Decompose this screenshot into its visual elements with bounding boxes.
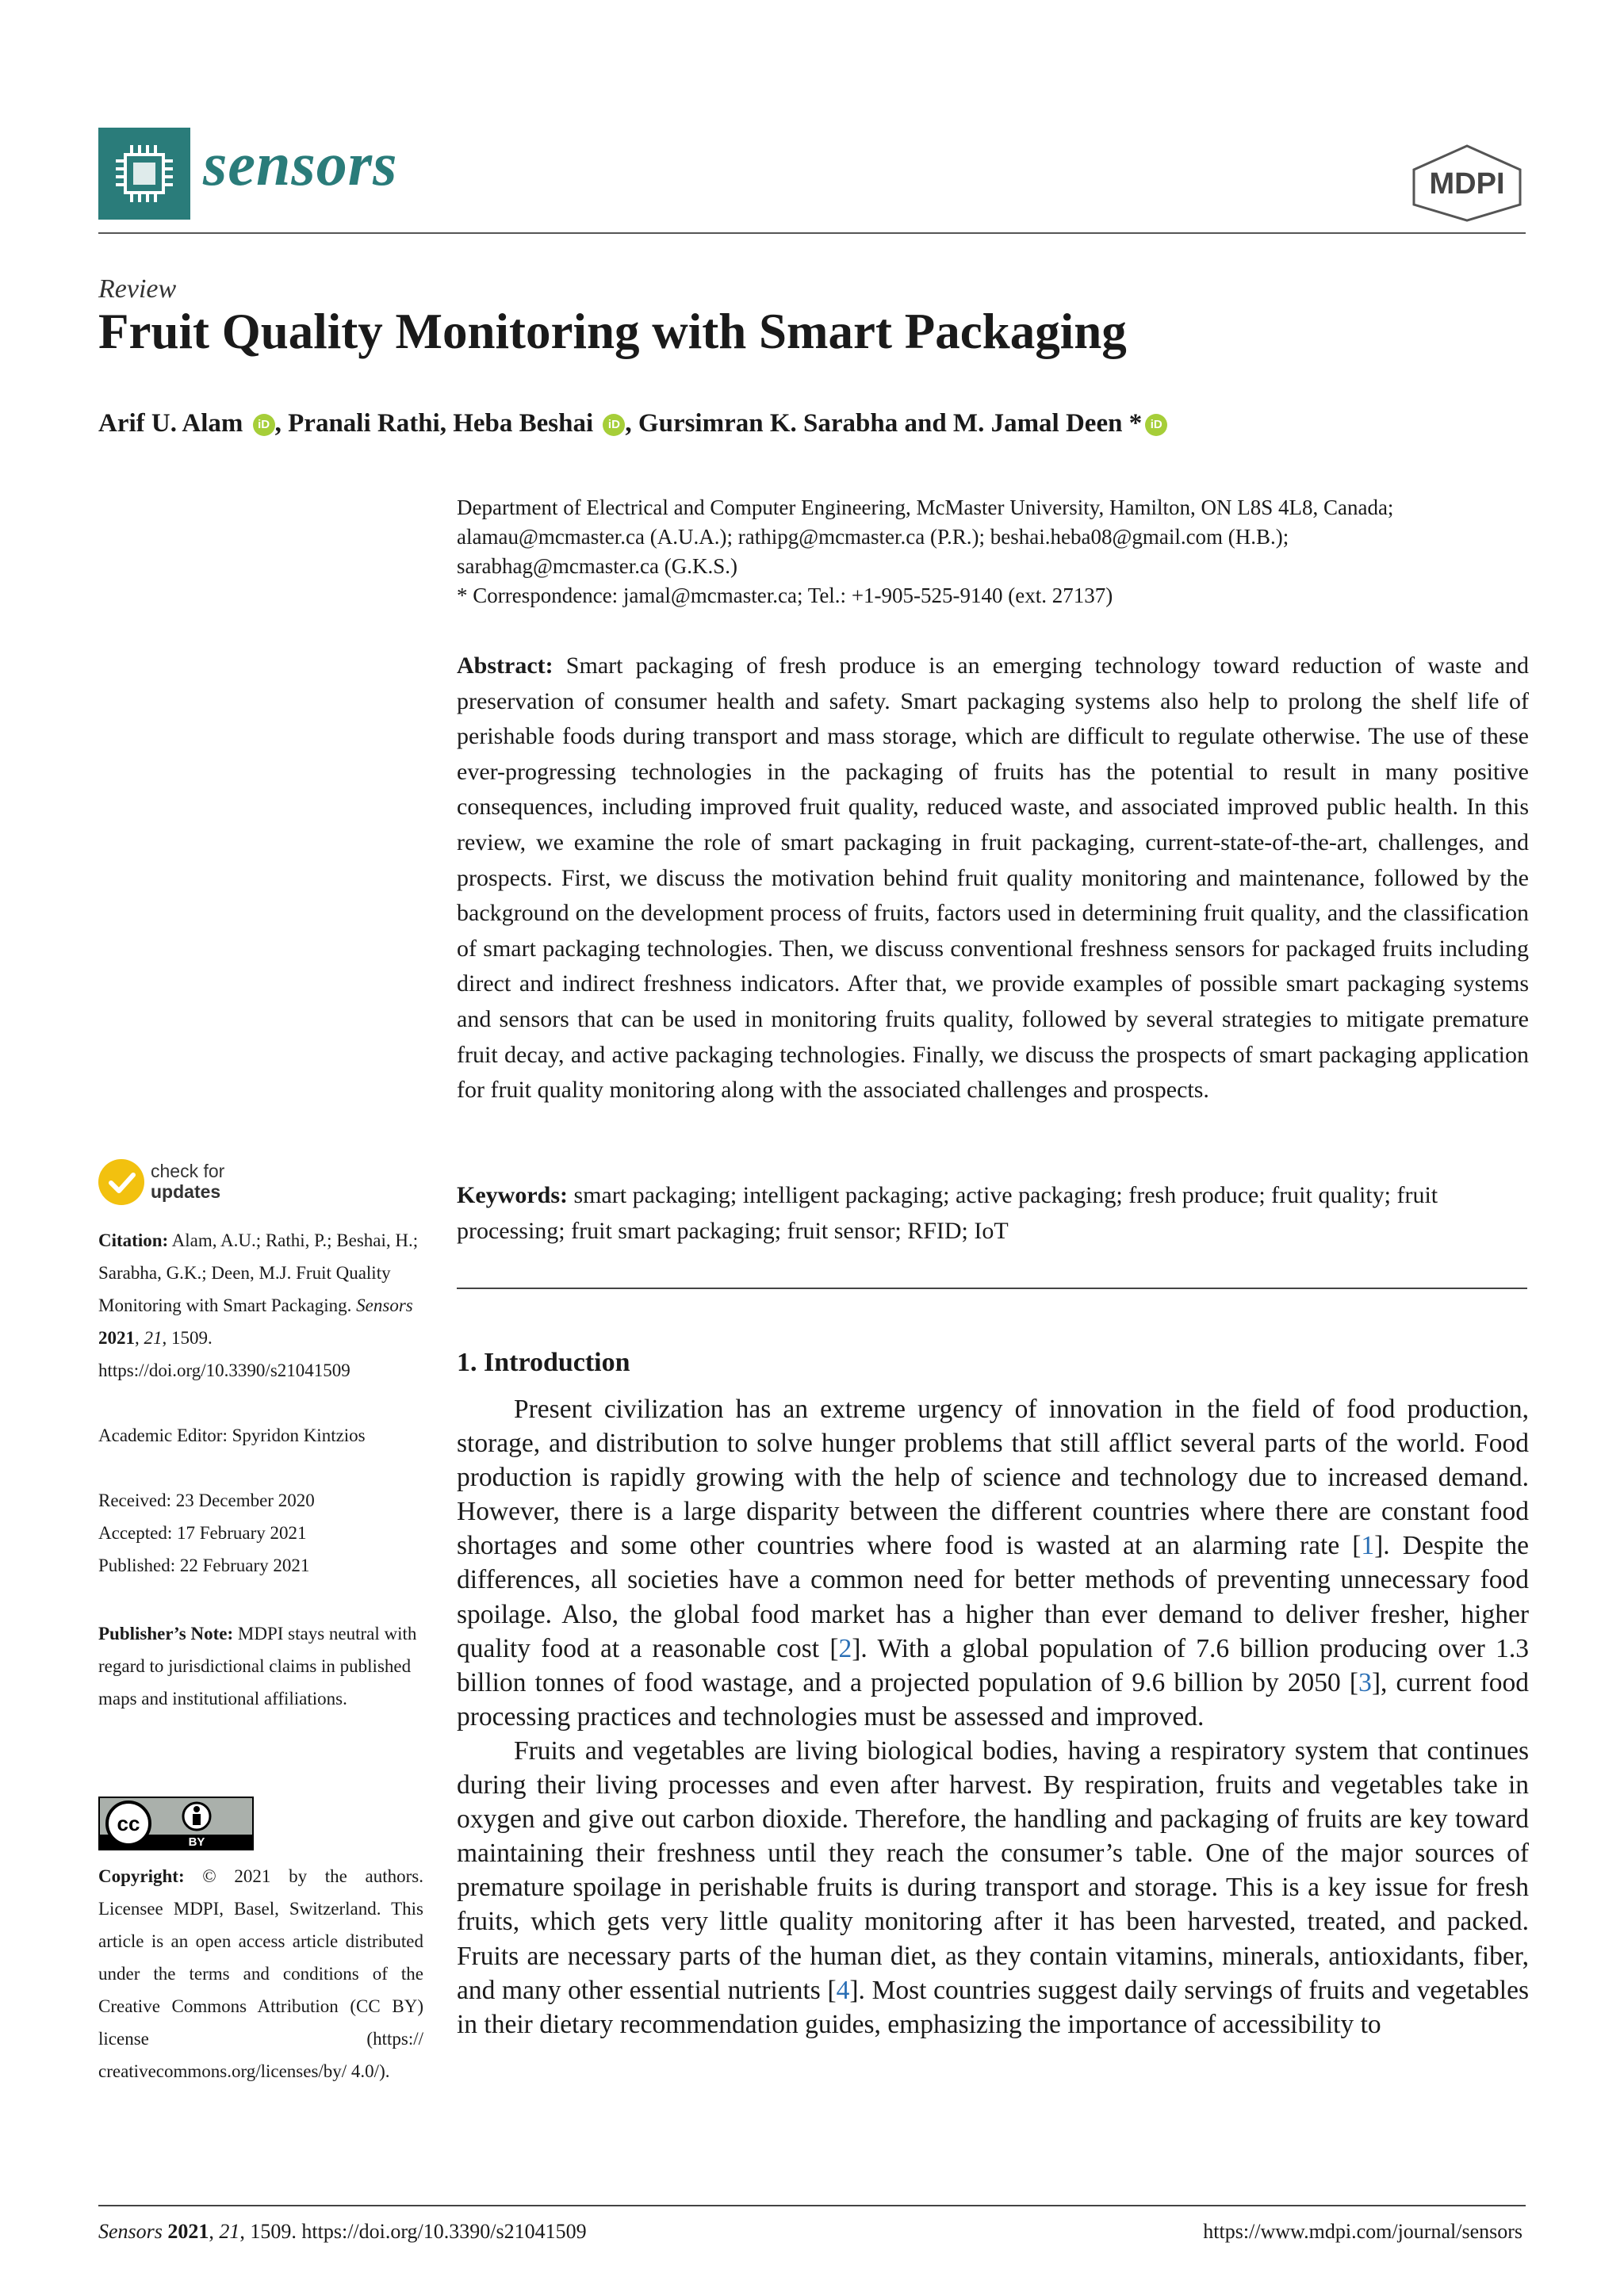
cc-by-label: BY xyxy=(188,1835,205,1849)
journal-name: sensors xyxy=(203,129,398,198)
doi-link[interactable]: , 1509. https://doi.org/10.3390/s21041509 xyxy=(239,2220,587,2243)
footer-citation: Sensors 2021, 21, 1509. https://doi.org/10.3390/s21041509 xyxy=(98,2220,587,2243)
paragraph: Present civilization has an extreme urgency of innovation in the field of food production, storage, and distribution to solve hunger problems that still afflict several parts of the world. Food production is rapidly growing with the help of science and technology due to increased demand. However, there is a large disparity between the different countries where there are constant food shortages and some other countries where food is wasted at an alarming rate [1]. Despite the differences, all societies have a common need for better methods of preventing unnecessary food spoilage. Also, the global food market has a higher than ever demand to deliver fresher, higher quality food at a reasonable cost [2]. With a global population of 7.6 billion producing over 1.3 billion tonnes of food wastage, and a projected population of 9.6 billion by 2050 [3], current food processing practices and technologies must be assessed and improved. xyxy=(457,1395,1529,1732)
author-name: , Pranali Rathi, Heba Beshai xyxy=(274,409,594,438)
section-divider xyxy=(457,1288,1527,1289)
citation-block: Citation: Alam, A.U.; Rathi, P.; Beshai, H.; Sarabha, G.K.; Deen, M.J. Fruit Quality Monitoring with Smart Packaging. Sensors 2021, 21, 1509. https://doi.org/10.3390/s21041509 xyxy=(98,1230,419,1380)
orcid-icon[interactable]: iD xyxy=(253,414,275,436)
abstract-label: Abstract: xyxy=(457,652,553,679)
author-name: Arif U. Alam xyxy=(98,409,243,438)
affiliation-line: sarabhag@mcmaster.ca (G.K.S.) xyxy=(457,554,737,578)
keywords-text: smart packaging; intelligent packaging; active packaging; fresh produce; fruit quality; fruit processing; fruit smart packaging; fruit sensor; RFID; IoT xyxy=(457,1182,1438,1244)
citation-label: Citation: xyxy=(98,1230,169,1250)
orcid-icon[interactable]: iD xyxy=(603,414,625,436)
author-list xyxy=(98,409,1167,438)
dates-block xyxy=(98,1484,423,1582)
orcid-icon[interactable]: iD xyxy=(1145,414,1167,436)
journal-logo-icon xyxy=(98,128,190,220)
citation-link[interactable]: 2 xyxy=(838,1633,852,1663)
section-heading: 1. Introduction xyxy=(457,1348,630,1377)
check-line: check for xyxy=(151,1161,225,1181)
abstract xyxy=(457,649,1529,1108)
citation-link[interactable]: 1 xyxy=(1361,1531,1375,1561)
keywords xyxy=(457,1178,1529,1249)
author-name: , Gursimran K. Sarabha and M. Jamal Deen xyxy=(625,409,1123,438)
affiliation-line: alamau@mcmaster.ca (A.U.A.); rathipg@mcmaster.ca (P.R.); beshai.heba08@gmail.com (H.B.); xyxy=(457,525,1289,549)
publisher-note: Publisher’s Note: MDPI stays neutral with regard to jurisdictional claims in published maps and institutional affiliations. xyxy=(98,1624,417,1709)
citation-link[interactable]: 3 xyxy=(1358,1667,1372,1697)
corresponding-mark: * xyxy=(1128,409,1143,438)
copyright-block: Copyright: © 2021 by the authors. Licensee MDPI, Basel, Switzerland. This article is an open access article distributed under the terms and conditions of the Creative Commons Attribution (CC BY) license (https:// creativecommons.org/licenses/by/ 4.0/). xyxy=(98,1866,423,2081)
publisher-logo xyxy=(1408,143,1526,222)
svg-text:cc: cc xyxy=(117,1812,140,1835)
keywords-label: Keywords: xyxy=(457,1182,568,1208)
abstract-text: Smart packaging of fresh produce is an emerging technology toward reduction of waste and preservation of consumer health and safety. Smart packaging systems also help to prolong the shelf life of perishable foods during transport and mass storage, which are difficult to regulate otherwise. The use of these ever-progressing technologies in the packaging of fruits has the potential to result in many positive consequences, including improved fruit quality, reduced waste, and associated improved public health. In this review, we examine the role of smart packaging in fruit packaging, current-state-of-the-art, challenges, and prospects. First, we discuss the motivation behind fruit quality monitoring and maintenance, followed by the background on the development process of fruits, factors used in determining fruit quality, and the classification of smart packaging technologies. Then, we discuss conventional freshness sensors for packaged fruits including direct and indirect freshness indicators. After that, we provide examples of possible smart packaging systems and sensors that can be used in monitoring fruits quality, followed by several strategies to mitigate premature fruit decay, and active packaging technologies. Finally, we discuss the prospects of smart packaging application for fruit quality monitoring along with the associated challenges and prospects. xyxy=(457,652,1529,1104)
article-type: Review xyxy=(98,274,177,304)
check-for-updates-button[interactable] xyxy=(98,1159,273,1207)
check-line: updates xyxy=(151,1181,221,1202)
journal-url-link[interactable]: https://www.mdpi.com/journal/sensors xyxy=(1203,2220,1522,2243)
article-title: Fruit Quality Monitoring with Smart Packaging xyxy=(98,304,1127,359)
academic-editor: Academic Editor: Spyridon Kintzios xyxy=(98,1425,366,1445)
accepted-date: Accepted: 17 February 2021 xyxy=(98,1523,307,1543)
publisher-name: MDPI xyxy=(1429,167,1505,201)
paragraph: Fruits and vegetables are living biological bodies, having a respiratory system that continues during their living processes and even after harvest. By respiration, fruits and vegetables take in oxygen and give out carbon dioxide. Therefore, the handling and packaging of fruits are key toward maintaining their freshness until they reach the consumer’s table. One of the major sources of premature spoilage in perishable fruits is during transport and storage. This is a key issue for fresh fruits, which gets very little quality monitoring after it has been harvested, treated, and packed. Fruits are necessary parts of the human diet, as they contain vitamins, minerals, antioxidants, fiber, and many other essential nutrients [4]. Most countries suggest daily servings of fruits and vegetables in their dietary recommendation guides, emphasizing the importance of accessibility to xyxy=(457,1735,1529,2039)
checkmark-icon xyxy=(98,1159,144,1205)
body-text xyxy=(457,1392,1529,2042)
footer-divider xyxy=(98,2205,1526,2206)
citation-link[interactable]: 4 xyxy=(836,1975,850,2005)
doi-link[interactable]: , 1509. https://doi.org/10.3390/s21041509 xyxy=(98,1328,350,1380)
published-date: Published: 22 February 2021 xyxy=(98,1556,310,1575)
affiliation-line: Department of Electrical and Computer Engineering, McMaster University, Hamilton, ON L8S 4L8, Canada; xyxy=(457,496,1394,519)
received-date: Received: 23 December 2020 xyxy=(98,1490,315,1510)
correspondence-line: * Correspondence: jamal@mcmaster.ca; Tel.: +1-905-525-9140 (ext. 27137) xyxy=(457,584,1113,607)
header-divider xyxy=(98,232,1526,234)
affiliation xyxy=(457,493,1527,610)
cc-by-license-icon[interactable] xyxy=(98,1797,254,1850)
